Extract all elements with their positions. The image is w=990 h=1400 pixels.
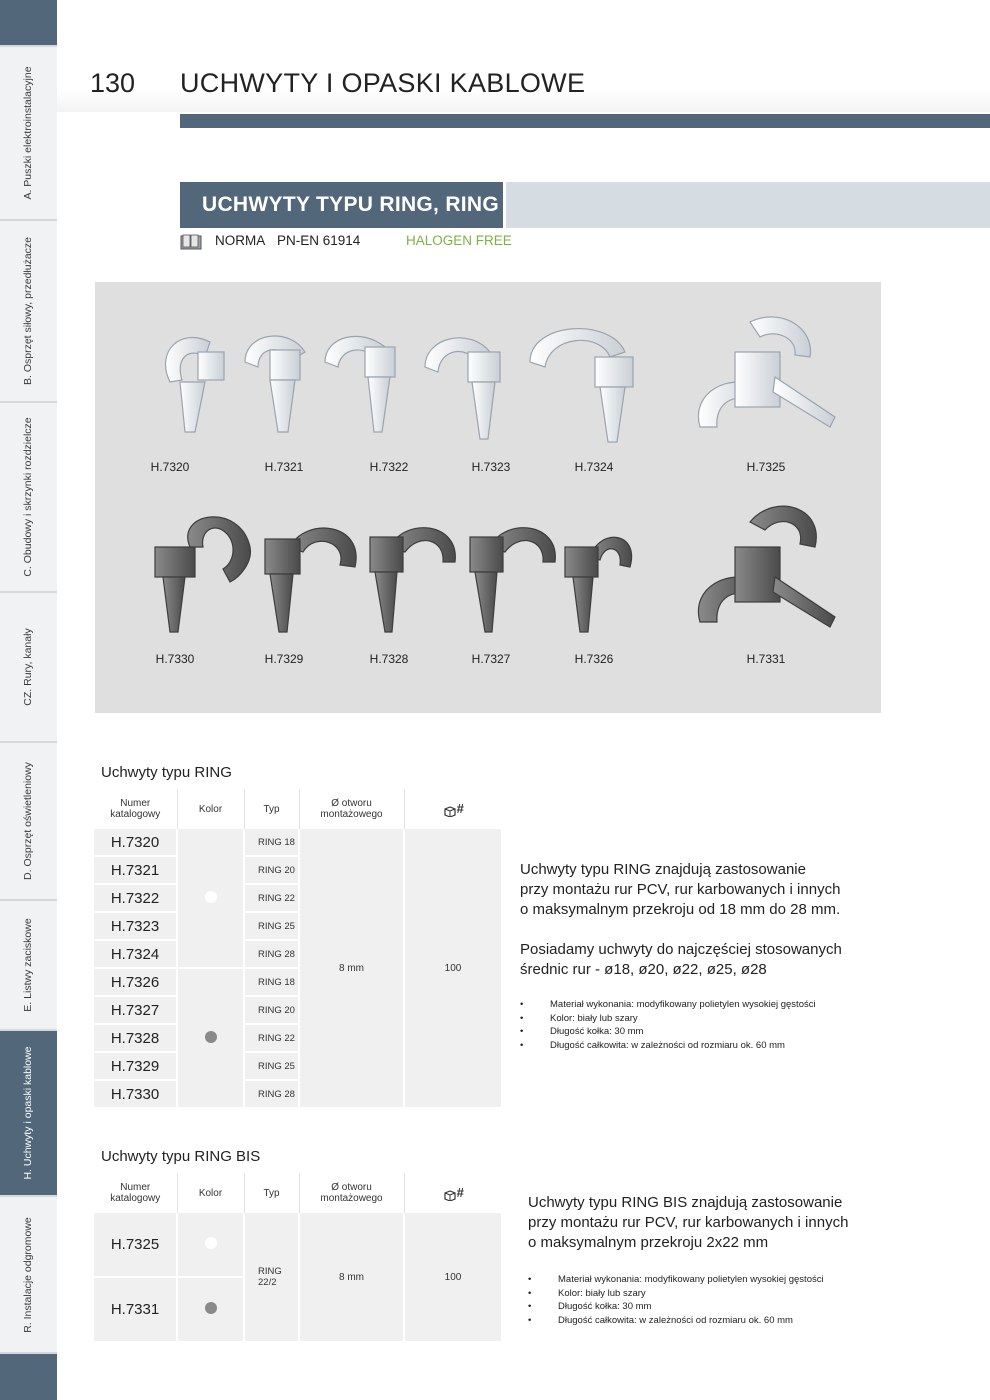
type-cell: RING 22/2 xyxy=(244,1213,299,1342)
color-swatch-white xyxy=(205,891,217,903)
package-icon xyxy=(443,1189,457,1201)
spec-item: • Długość całkowita: w zależności od rozmiaru ok. 60 mm xyxy=(528,1314,824,1328)
description-line: przy montażu rur PCV, rur karbowanych i innych xyxy=(520,881,841,898)
clip-h7328 xyxy=(370,528,455,632)
package-qty-cell: 100 xyxy=(404,1213,502,1342)
catalog-number: H.7329 xyxy=(94,1052,177,1080)
sidebar-item-label: E. Listwy zaciskowe xyxy=(22,918,34,1012)
spec-item: • Długość całkowita: w zależności od rozmiaru ok. 60 mm xyxy=(520,1039,816,1053)
sidebar-item-label: CZ. Rury, kanały xyxy=(22,628,34,706)
package-qty-symbol: # xyxy=(456,801,464,817)
table-header-row xyxy=(94,789,502,829)
catalog-number: H.7324 xyxy=(94,940,177,968)
table-ring-title: Uchwyty typu RING xyxy=(101,764,232,781)
norma-label: NORMA xyxy=(215,233,266,248)
catalog-number: H.7322 xyxy=(94,884,177,912)
table-ringbis xyxy=(94,1173,503,1343)
sidebar-item-oswietleniowy[interactable] xyxy=(0,743,57,901)
color-cell-grey xyxy=(177,968,244,1108)
clip-h7329 xyxy=(265,528,356,632)
sidebar-item-osprzet-silowy[interactable] xyxy=(0,221,57,403)
description-line: o maksymalnym przekroju od 18 mm do 28 mm. xyxy=(520,901,841,918)
color-swatch-grey xyxy=(205,1031,217,1043)
product-label: H.7326 xyxy=(574,652,614,666)
clip-h7330 xyxy=(155,517,250,632)
product-label: H.7331 xyxy=(746,652,786,666)
type-cell: RING 18 xyxy=(244,829,299,856)
product-label: H.7321 xyxy=(264,460,304,474)
product-label: H.7324 xyxy=(574,460,614,474)
clip-h7320 xyxy=(166,338,224,432)
section-banner-extension xyxy=(506,182,990,228)
product-label: H.7325 xyxy=(746,460,786,474)
clip-h7324 xyxy=(530,329,633,442)
header-color: Kolor xyxy=(177,789,244,829)
norma-value: PN-EN 61914 xyxy=(277,233,361,248)
sidebar-item-label: B. Osprzęt siłowy, przedłużacze xyxy=(22,236,34,386)
description-line: o maksymalnym przekroju 2x22 mm xyxy=(528,1234,769,1251)
catalog-number: H.7330 xyxy=(94,1080,177,1108)
description-line: przy montażu rur PCV, rur karbowanych i innych xyxy=(528,1214,849,1231)
page-number: 130 xyxy=(90,68,136,98)
sidebar-top-block xyxy=(0,0,57,47)
product-clips-illustration xyxy=(95,282,881,713)
type-cell: RING 28 xyxy=(244,1080,299,1108)
spec-item: • Kolor: biały lub szary xyxy=(520,1012,816,1026)
product-label: H.7328 xyxy=(369,652,409,666)
sidebar-item-label: R. Instalacje odgromowe xyxy=(22,1216,34,1333)
description-line: Uchwyty typu RING BIS znajdują zastosowanie xyxy=(528,1194,843,1211)
table-row xyxy=(94,829,502,856)
header-color: Kolor xyxy=(177,1173,244,1213)
product-label: H.7322 xyxy=(369,460,409,474)
book-icon xyxy=(180,234,202,250)
table-header-row xyxy=(94,1173,502,1213)
catalog-number: H.7327 xyxy=(94,996,177,1024)
header-hole-diameter: Ø otworu montażowego xyxy=(299,1173,404,1213)
sidebar-item-odgromowe[interactable] xyxy=(0,1197,57,1354)
sidebar-item-label: C. Obudowy i skrzynki rozdzielcze xyxy=(22,417,34,577)
product-label: H.7320 xyxy=(150,460,190,474)
clip-h7322 xyxy=(325,336,395,432)
sidebar-item-label: H. Uchwyty i opaski kablowe xyxy=(22,1046,34,1180)
clip-h7331 xyxy=(698,506,835,627)
spec-item: • Materiał wykonania: modyfikowany polietylen wysokiej gęstości xyxy=(528,1273,824,1287)
page-title: UCHWYTY I OPASKI KABLOWE xyxy=(180,68,586,98)
product-label: H.7327 xyxy=(471,652,511,666)
color-cell-grey xyxy=(177,1277,244,1342)
package-qty-symbol: # xyxy=(456,1185,464,1201)
sidebar-item-rury[interactable] xyxy=(0,593,57,743)
description-line: średnic rur - ø18, ø20, ø22, ø25, ø28 xyxy=(520,961,767,978)
spec-item: • Materiał wykonania: modyfikowany polietylen wysokiej gęstości xyxy=(520,998,816,1012)
catalog-number: H.7331 xyxy=(94,1277,177,1342)
header-rule xyxy=(180,114,990,128)
type-cell: RING 20 xyxy=(244,856,299,884)
header-package-qty xyxy=(404,789,502,829)
spec-item: • Długość kołka: 30 mm xyxy=(520,1025,816,1039)
sidebar-item-obudowy[interactable] xyxy=(0,403,57,593)
section-title: UCHWYTY TYPU RING, RING BIS xyxy=(180,182,503,228)
product-label: H.7329 xyxy=(264,652,304,666)
spec-item: • Długość kołka: 30 mm xyxy=(528,1300,824,1314)
catalog-number: H.7325 xyxy=(94,1213,177,1277)
clip-h7321 xyxy=(245,336,305,432)
sidebar-bottom-block xyxy=(0,1354,57,1400)
package-icon xyxy=(443,805,457,817)
catalog-number: H.7328 xyxy=(94,1024,177,1052)
hole-diameter-cell: 8 mm xyxy=(299,829,404,1108)
type-cell: RING 28 xyxy=(244,940,299,968)
catalog-number: H.7326 xyxy=(94,968,177,996)
header-package-qty xyxy=(404,1173,502,1213)
type-cell: RING 22 xyxy=(244,884,299,912)
description-ring xyxy=(520,860,842,980)
halogen-free-badge: HALOGEN FREE xyxy=(406,233,512,248)
table-row xyxy=(94,1213,502,1277)
type-cell: RING 18 xyxy=(244,968,299,996)
catalog-number: H.7323 xyxy=(94,912,177,940)
spec-item: • Kolor: biały lub szary xyxy=(528,1287,824,1301)
clip-h7323 xyxy=(425,338,500,439)
clip-h7327 xyxy=(470,528,555,632)
table-ring xyxy=(94,789,503,1109)
color-cell-white xyxy=(177,829,244,968)
header-hole-diameter: Ø otworu montażowego xyxy=(299,789,404,829)
spec-list-ringbis xyxy=(528,1273,824,1327)
type-cell: RING 25 xyxy=(244,912,299,940)
color-cell-white xyxy=(177,1213,244,1277)
header-type: Typ xyxy=(244,1173,299,1213)
catalog-number: H.7321 xyxy=(94,856,177,884)
type-cell: RING 22 xyxy=(244,1024,299,1052)
color-swatch-white xyxy=(205,1237,217,1249)
header-type: Typ xyxy=(244,789,299,829)
type-cell: RING 20 xyxy=(244,996,299,1024)
product-label: H.7323 xyxy=(471,460,511,474)
sidebar-item-uchwyty[interactable] xyxy=(0,1031,57,1197)
description-line: Uchwyty typu RING znajdują zastosowanie xyxy=(520,861,806,878)
header-catalog-number: Numer katalogowy xyxy=(94,1173,177,1213)
color-swatch-grey xyxy=(205,1302,217,1314)
chapter-sidebar xyxy=(0,0,57,1400)
spec-list-ring xyxy=(520,998,816,1052)
sidebar-item-label: A. Puszki elektroinstalacyjne xyxy=(22,66,34,200)
description-ringbis xyxy=(528,1193,848,1253)
sidebar-item-listwy[interactable] xyxy=(0,901,57,1031)
table-ringbis-title: Uchwyty typu RING BIS xyxy=(101,1148,261,1165)
hole-diameter-cell: 8 mm xyxy=(299,1213,404,1342)
product-photo xyxy=(95,282,881,713)
description-line: Posiadamy uchwyty do najczęściej stosowanych xyxy=(520,941,842,958)
header-catalog-number: Numer katalogowy xyxy=(94,789,177,829)
clip-h7326 xyxy=(565,537,632,632)
catalog-number: H.7320 xyxy=(94,829,177,856)
clip-h7325 xyxy=(698,317,835,427)
package-qty-cell: 100 xyxy=(404,829,502,1108)
sidebar-item-puszki[interactable] xyxy=(0,47,57,221)
type-cell: RING 25 xyxy=(244,1052,299,1080)
sidebar-item-label: D. Osprzęt oświetleniowy xyxy=(22,762,34,880)
product-label: H.7330 xyxy=(155,652,195,666)
